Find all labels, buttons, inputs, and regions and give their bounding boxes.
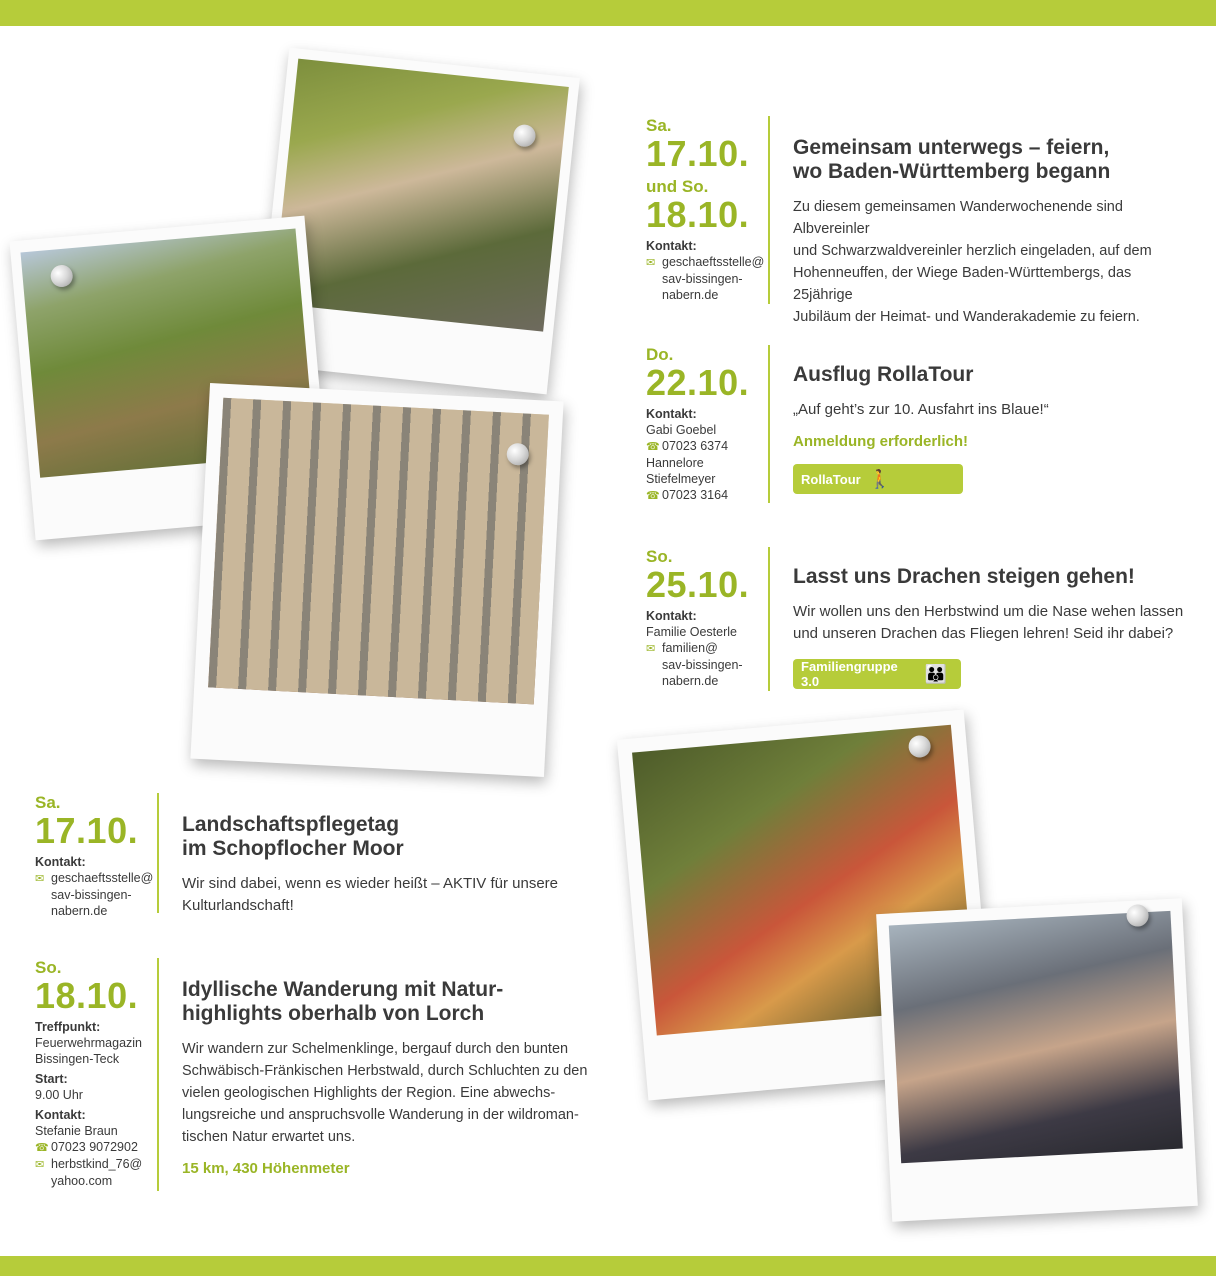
contact-line[interactable]: yahoo.com (51, 1174, 113, 1188)
contact-line: Stefanie Braun (35, 1124, 118, 1138)
event-content (793, 363, 1193, 494)
photo-image (889, 911, 1183, 1163)
event-title: Landschaftspflegetag im Schopflocher Moor (182, 813, 404, 860)
event-description: Wir sind dabei, wenn es wieder heißt – AKTIV für unsere Kulturlandschaft! (182, 875, 559, 914)
meeting-point-line: Feuerwehrmagazin (35, 1036, 142, 1050)
start-label: Start: (35, 1072, 68, 1086)
event-date: 18.10. (35, 975, 139, 1016)
contact-line: Gabi Goebel (646, 423, 717, 437)
phone-icon: ☎ (35, 1142, 49, 1154)
meeting-point-line: Bissingen-Teck (35, 1052, 120, 1066)
walking-group-icon: 🚶 (868, 468, 892, 489)
contact-line[interactable]: ☎ 07023 6374 (646, 439, 729, 453)
event-content (182, 978, 592, 1177)
familiengruppe-badge[interactable]: Familiengruppe 3.0 👪 (793, 659, 961, 689)
contact-label: Kontakt: (646, 239, 697, 253)
event-date: 17.10. (646, 133, 750, 174)
contact-line[interactable]: ✉ geschaeftsstelle@ (646, 255, 765, 269)
event-day: Do. (646, 345, 674, 364)
contact-line[interactable]: ☎ 07023 3164 (646, 488, 729, 502)
contact-line[interactable]: nabern.de (51, 904, 108, 918)
phone-icon: ☎ (646, 490, 660, 502)
event-landschaftspflegetag (35, 793, 595, 918)
event-meta (646, 345, 749, 504)
contact-line: Hannelore (646, 456, 704, 470)
contact-line[interactable]: sav-bissingen- (662, 272, 743, 286)
family-icon: 👪 (924, 663, 947, 684)
contact-line[interactable]: nabern.de (662, 674, 719, 688)
event-divider (768, 547, 770, 691)
bottom-accent-bar (0, 1256, 1216, 1276)
event-description: Wir wollen uns den Herbstwind um die Nase wehen lassen und unseren Drachen das Fliegen lehren! Seid ihr dabei? (793, 603, 1184, 642)
event-date: 22.10. (646, 362, 750, 403)
event-description: Wir wandern zur Schelmenklinge, bergauf durch den bunten Schwäbisch-Fränkischen Herbstwald, durch Schluchten zu den vielen geologischen Highlights der Region. Eine abwechs- lungsreiche und anspruchsvolle Wanderung in der wildroman- tischen Natur erwartet uns. (182, 1041, 588, 1145)
event-date-2: 18.10. (646, 194, 750, 235)
event-title: Gemeinsam unterwegs – feiern, wo Baden-Württemberg begann (793, 136, 1111, 183)
event-content (793, 136, 1193, 328)
photo-image (273, 59, 569, 332)
contact-line[interactable]: sav-bissingen- (662, 658, 743, 672)
event-divider (157, 793, 159, 913)
photo-forest-hike (190, 383, 563, 777)
mail-icon: ✉ (646, 257, 656, 269)
event-day-2: und So. (646, 177, 709, 196)
event-rollatour (646, 345, 1196, 505)
event-meta (35, 793, 153, 919)
event-day: Sa. (646, 116, 672, 135)
mail-icon: ✉ (35, 873, 45, 885)
event-meta (646, 116, 764, 303)
contact-label: Kontakt: (35, 855, 86, 869)
contact-line[interactable]: ✉ herbstkind_76@ (35, 1157, 143, 1171)
contact-line[interactable]: sav-bissingen- (51, 888, 132, 902)
event-description: Zu diesem gemeinsamen Wanderwochenende sind Albvereinler und Schwarzwaldvereinler herzlich eingeladen, auf dem Hohenneuffen, der Wiege Baden-Württembergs, das 25jährige Jubiläum der Heimat- und Wanderakademie zu feiern. (793, 199, 1152, 325)
event-title: Lasst uns Drachen steigen gehen! (793, 565, 1135, 588)
event-date: 17.10. (35, 810, 139, 851)
contact-line: Familie Oesterle (646, 625, 737, 639)
photo-bus-trip (876, 898, 1198, 1222)
event-day: So. (646, 547, 673, 566)
event-content (793, 565, 1193, 689)
event-lorch-wanderung (35, 958, 595, 1193)
contact-line: Stiefelmeyer (646, 472, 716, 486)
event-title: Idyllische Wanderung mit Natur- highlights oberhalb von Lorch (182, 978, 504, 1025)
event-divider (157, 958, 159, 1191)
contact-label: Kontakt: (35, 1108, 86, 1122)
event-description: „Auf geht’s zur 10. Ausfahrt ins Blaue!“ (793, 401, 1049, 418)
event-divider (768, 116, 770, 304)
event-meta (35, 958, 142, 1189)
meeting-point-label: Treffpunkt: (35, 1020, 101, 1034)
event-day: Sa. (35, 793, 61, 812)
event-drachen (646, 547, 1196, 692)
event-divider (768, 345, 770, 503)
event-meta (646, 547, 749, 689)
contact-line[interactable]: ☎ 07023 9072902 (35, 1140, 138, 1154)
contact-line[interactable]: ✉ geschaeftsstelle@ (35, 871, 154, 885)
mail-icon: ✉ (646, 643, 656, 655)
photo-image (208, 398, 549, 705)
start-time: 9.00 Uhr (35, 1088, 83, 1102)
top-accent-bar (0, 0, 1216, 26)
contact-line[interactable]: nabern.de (662, 288, 719, 302)
event-date: 25.10. (646, 564, 750, 605)
phone-icon: ☎ (646, 441, 660, 453)
event-title: Ausflug RollaTour (793, 363, 974, 386)
mail-icon: ✉ (35, 1159, 45, 1171)
contact-line[interactable]: ✉ familien@ (646, 641, 718, 655)
rollatour-badge[interactable]: RollaTour 🚶 (793, 464, 963, 494)
distance-info: 15 km, 430 Höhenmeter (182, 1160, 350, 1177)
contact-label: Kontakt: (646, 407, 697, 421)
event-hohenneuffen (646, 116, 1196, 325)
contact-label: Kontakt: (646, 609, 697, 623)
event-day: So. (35, 958, 62, 977)
registration-note: Anmeldung erforderlich! (793, 433, 969, 450)
event-content (182, 813, 582, 917)
